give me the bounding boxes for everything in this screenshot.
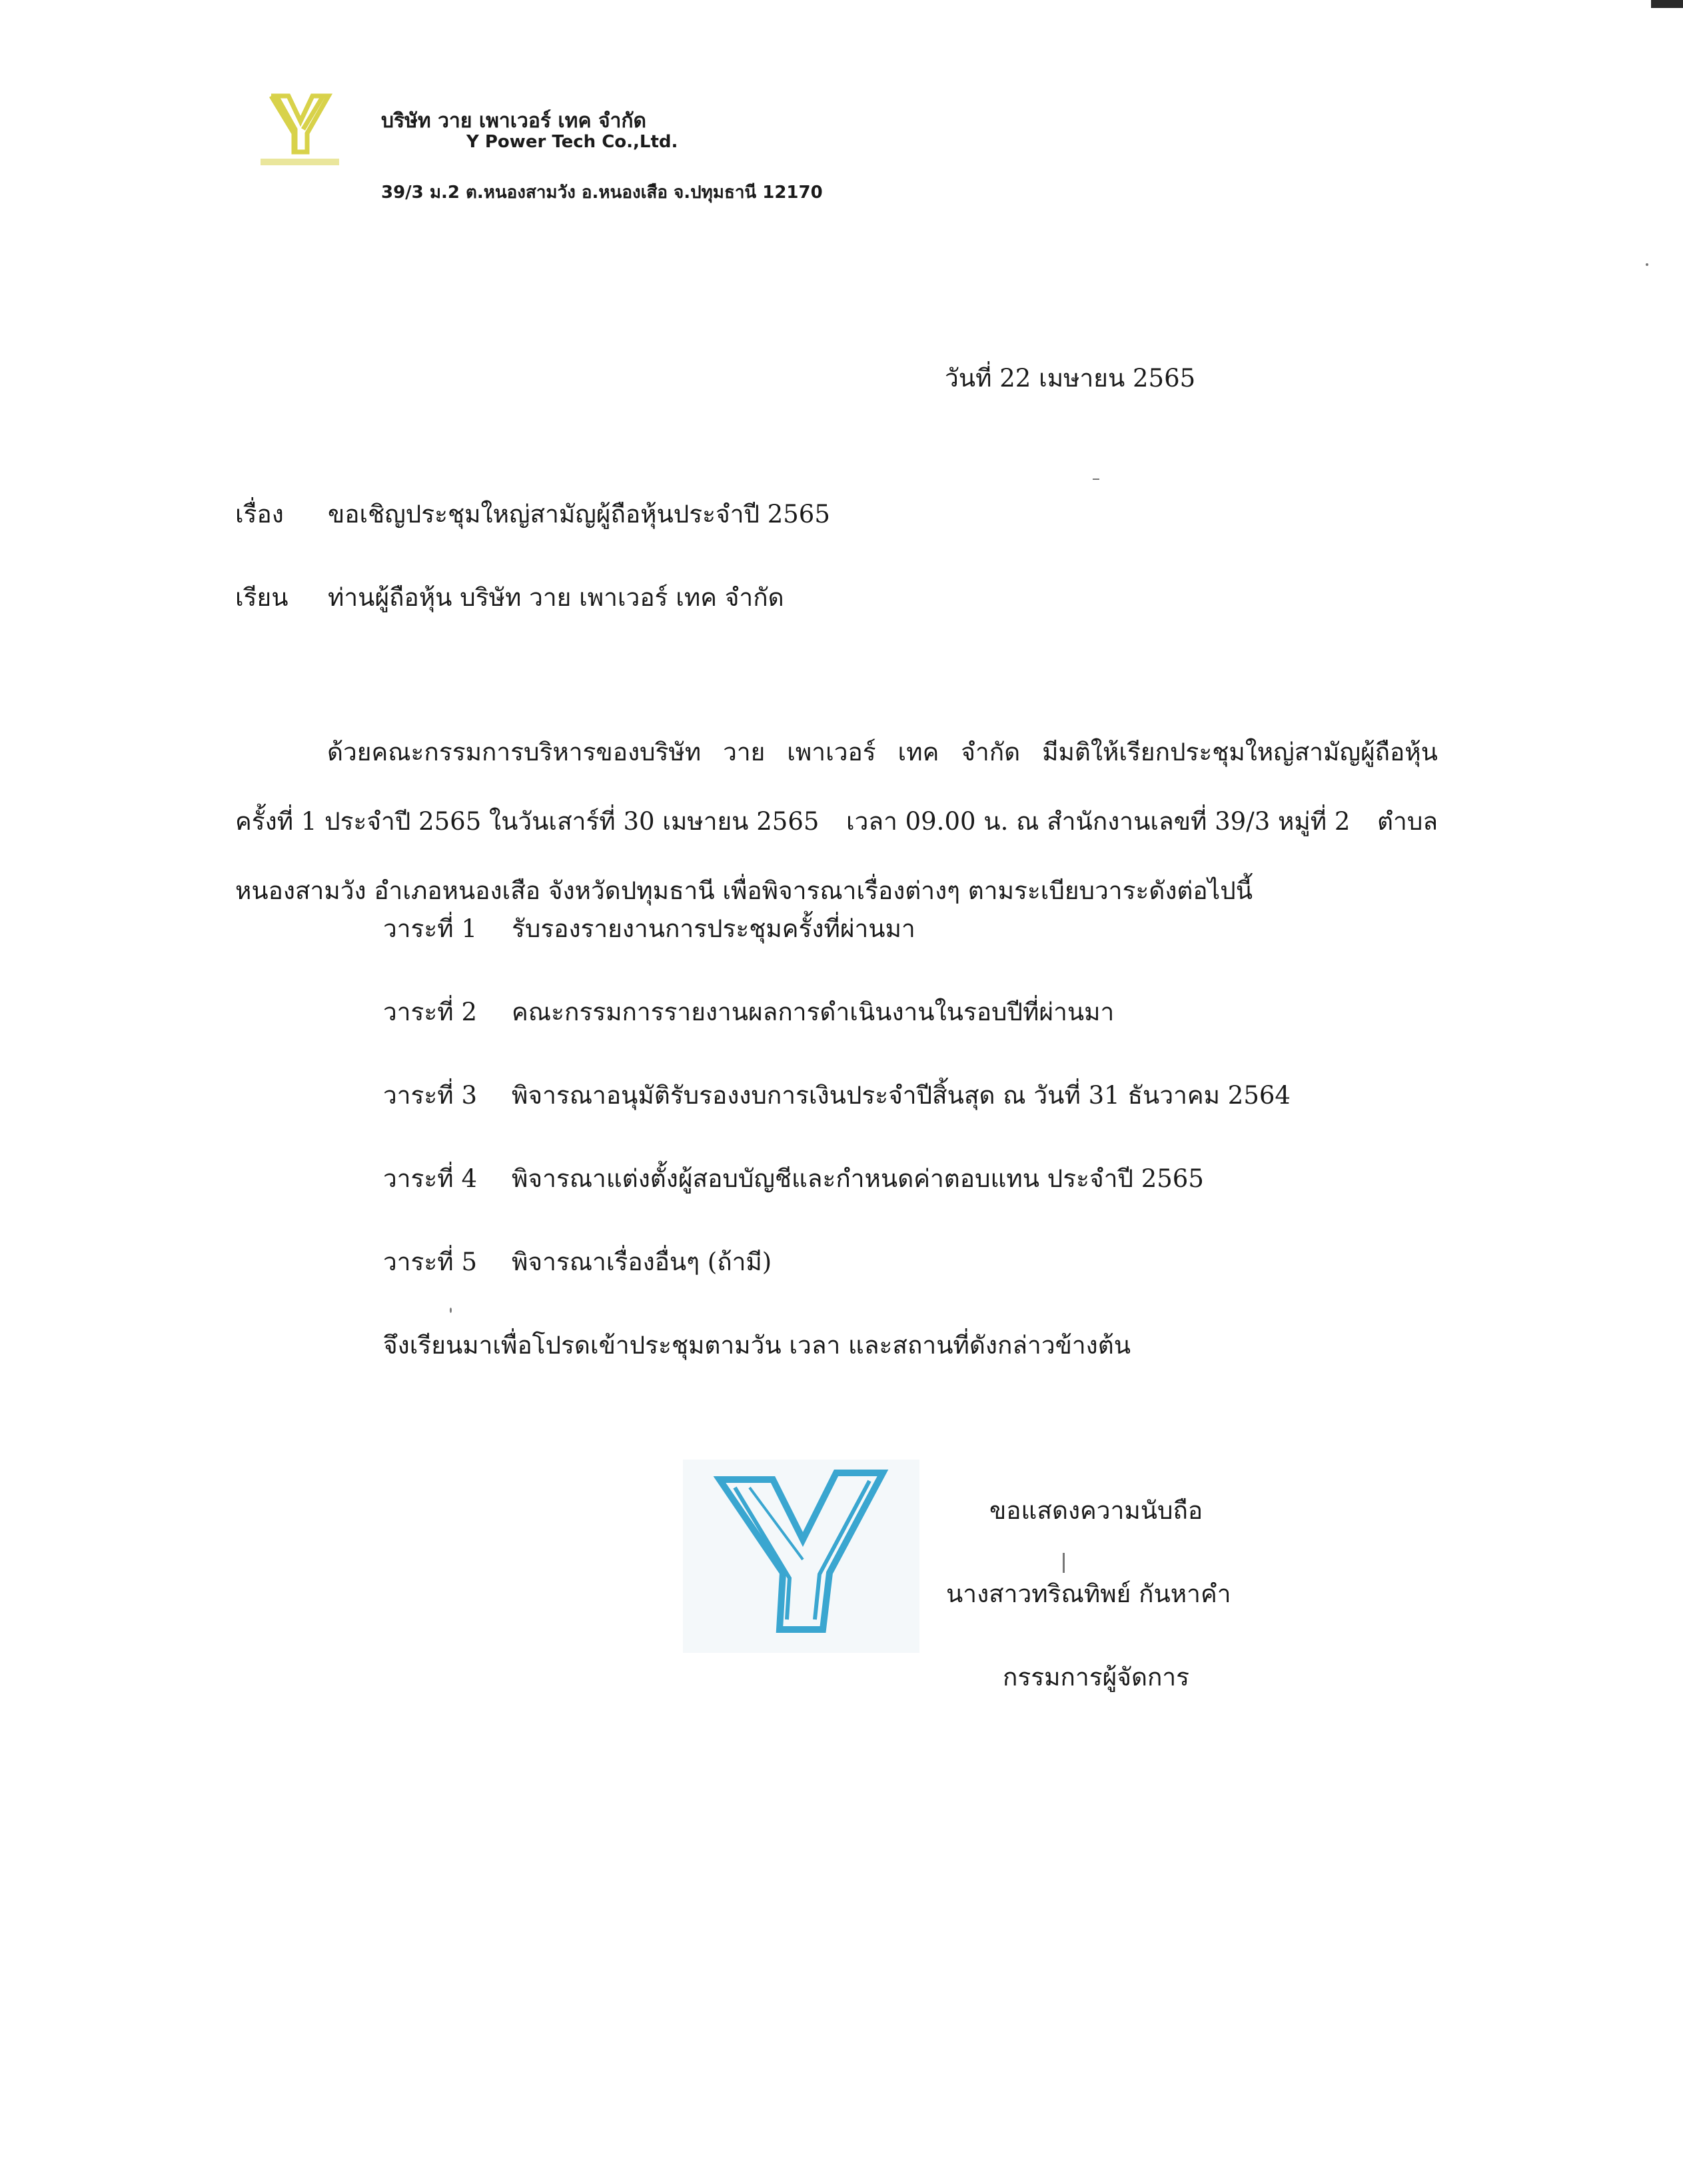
signatory-title: กรรมการผู้จัดการ xyxy=(1003,1663,1190,1691)
letterhead-logo-icon xyxy=(257,87,343,173)
agenda-label-4: วาระที่ 4 xyxy=(383,1164,477,1193)
body-paragraph xyxy=(235,718,1438,926)
company-name-english: Y Power Tech Co.,Ltd. xyxy=(466,132,678,152)
agenda-text-1: รับรองรายงานการประชุมครั้งที่ผ่านมา xyxy=(512,914,915,943)
agenda-text-3: พิจารณาอนุมัติรับรองงบการเงินประจำปีสิ้นสุด ณ วันที่ 31 ธันวาคม 2564 xyxy=(512,1081,1291,1110)
body-line-2 xyxy=(235,787,1438,856)
agenda-label-3: วาระที่ 3 xyxy=(383,1081,477,1110)
company-y-stamp-icon xyxy=(683,1460,919,1653)
body-line-1 xyxy=(235,718,1438,787)
signature-regards: ขอแสดงความนับถือ xyxy=(989,1496,1203,1525)
company-name-thai: บริษัท วาย เพาเวอร์ เทค จำกัด xyxy=(381,109,647,133)
body-word: มีมติให้เรียกประชุมใหญ่สามัญผู้ถือหุ้น xyxy=(1042,738,1438,766)
scan-edge-mark xyxy=(1651,0,1683,8)
scan-speck xyxy=(1646,263,1648,266)
subject-label: เรื่อง xyxy=(235,500,284,529)
body-word: จำกัด xyxy=(961,738,1021,766)
body-text: หนองสามวัง อำเภอหนองเสือ จังหวัดปทุมธานี เพื่อพิจารณาเรื่องต่างๆ ตามระเบียบวาระดังต่อไปนี้ xyxy=(235,876,1253,905)
body-word: วาย xyxy=(723,738,766,766)
closing-sentence: จึงเรียนมาเพื่อโปรดเข้าประชุมตามวัน เวลา และสถานที่ดังกล่าวข้างต้น xyxy=(383,1331,1131,1360)
letter-date: วันที่ 22 เมษายน 2565 xyxy=(945,364,1196,393)
scan-speck xyxy=(450,1308,452,1313)
body-word: ครั้งที่ 1 ประจำปี 2565 ในวันเสาร์ที่ 30 เมษายน 2565 xyxy=(235,807,820,836)
agenda-text-5: พิจารณาเรื่องอื่นๆ (ถ้ามี) xyxy=(512,1248,772,1276)
body-word: ตำบล xyxy=(1377,807,1438,836)
body-word: ด้วยคณะกรรมการบริหารของบริษัท xyxy=(327,738,702,766)
signatory-name: นางสาวทริณทิพย์ กันหาคำ xyxy=(946,1580,1231,1608)
agenda-text-2: คณะกรรมการรายงานผลการดำเนินงานในรอบปีที่ผ่านมา xyxy=(512,998,1115,1026)
company-address: 39/3 ม.2 ต.หนองสามวัง อ.หนองเสือ จ.ปทุมธานี 12170 xyxy=(381,183,823,203)
agenda-label-5: วาระที่ 5 xyxy=(383,1248,477,1276)
agenda-text-4: พิจารณาแต่งตั้งผู้สอบบัญชีและกำหนดค่าตอบแทน ประจำปี 2565 xyxy=(512,1164,1204,1193)
agenda-label-2: วาระที่ 2 xyxy=(383,998,477,1026)
body-word: เวลา 09.00 น. ณ สำนักงานเลขที่ 39/3 หมู่ที่ 2 xyxy=(845,807,1351,836)
recipient-label: เรียน xyxy=(235,583,288,612)
recipient-text: ท่านผู้ถือหุ้น บริษัท วาย เพาเวอร์ เทค จำกัด xyxy=(328,583,784,612)
scan-speck xyxy=(1093,479,1099,480)
subject-text: ขอเชิญประชุมใหญ่สามัญผู้ถือหุ้นประจำปี 2565 xyxy=(328,500,830,529)
scan-speck xyxy=(1063,1553,1065,1573)
body-word: เพาเวอร์ xyxy=(787,738,876,766)
agenda-label-1: วาระที่ 1 xyxy=(383,914,477,943)
body-word: เทค xyxy=(897,738,939,766)
